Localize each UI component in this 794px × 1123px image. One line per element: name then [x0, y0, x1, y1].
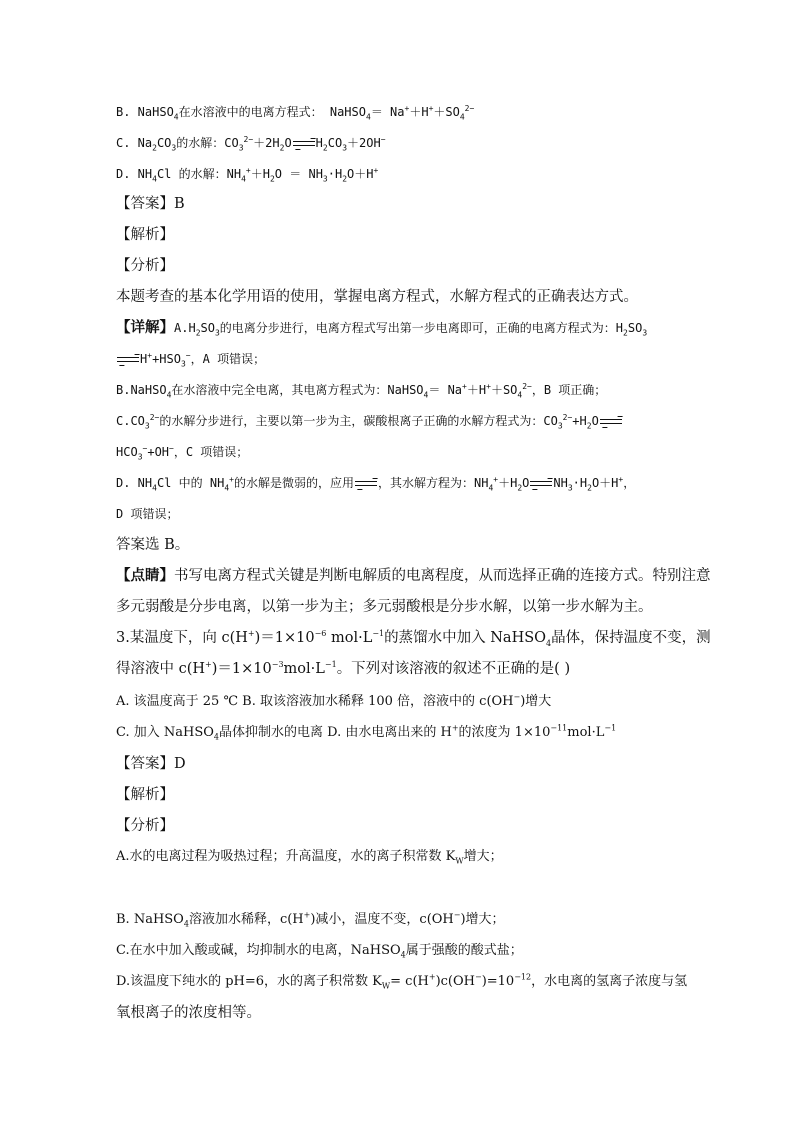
detail-line-2: $H^++HSO_3^-$，A 项错误； [116, 351, 686, 367]
reversible-arrow-icon [354, 479, 378, 489]
detail-line-4: $C.CO_3^{2-}$的水解分步进行，主要以第一步为主，碳酸根离子正确的水解方程式为：$CO_3^{2-}+H_2O$ [116, 413, 686, 429]
analysis-label-2: 【解析】 [116, 787, 174, 803]
analysis-c-line: C.在水中加入酸或碱，均抑制水的电离，NaHSO$_4$属于强酸的酸式盐； [116, 943, 523, 960]
analysis-a-line: A.水的电离过程为吸热过程；升高温度，水的离子积常数 $K_W$增大； [116, 849, 503, 866]
option-b-line: B. NaHSO$_4$在水溶液中的电离方程式： NaHSO$_4$＝ $Na^++H^++SO_4^{2-}$ [116, 104, 475, 122]
question-3-options-cd: C. 加入 NaHSO$_4$晶体抑制水的电离 D. 由水电离出来的 H+的浓度为 $1\times 10^{-11}mol\cdot L^{-1}$ [116, 723, 617, 742]
tip-line-2: 多元弱酸是分步电离，以第一步为主；多元弱酸根是分步水解，以第一步水解为主。 [116, 599, 653, 615]
reversible-arrow-icon [116, 355, 140, 365]
detail-line-6: D. $NH_4Cl$ 中的 $NH_4^+$的水解是微弱的，应用 ，其水解方程为：$NH_4^++H_2O$ $NH_3\cdot H_2O+H^+$， [116, 475, 636, 493]
reversible-arrow-icon [599, 417, 623, 427]
detail-line-3: B.NaHSO$_4$在水溶液中完全电离，其电离方程式为：NaHSO$_4$＝ $Na^++H^++SO_4^{2-}$，B 项正确； [116, 382, 607, 400]
reversible-arrow-icon [292, 139, 316, 149]
detail-line-7: D 项错误； [116, 507, 179, 521]
analysis-d-line-1: D.该温度下纯水的 pH=6，水的离子积常数 $K_W= c(H^+)c(OH^-)=10^{-12}$，水电离的氢离子浓度与氢 [116, 972, 688, 991]
option-c-line: C. $Na_2CO_3$的水解：$CO_3^{2-}+2H_2O$ $H_2CO_3+2OH^-$ [116, 135, 386, 153]
question-3-line-1: 3.某温度下，向 $c(H^+)=1\times 10^{-6}$ $mol\cdot L^{-1}$的蒸馏水中加入 NaHSO$_4$晶体，保持温度不变，测 [116, 629, 711, 648]
question-3-options-ab: A. 该温度高于 25 ℃ B. 取该溶液加水稀释 100 倍，溶液中的 c(OH−)增大 [116, 692, 552, 709]
answer-label-2: 【答案】D [116, 756, 186, 772]
option-d-line: D. $NH_4Cl$ 的水解：$NH_4^++H_2O = NH_3\cdot H_2O+H^+$ [116, 166, 379, 184]
answer-choice-text: 答案选 B。 [116, 537, 190, 553]
answer-label: 【答案】B [116, 196, 185, 212]
analysis-b-line: B. NaHSO$_4$溶液加水稀释，c(H+)减小，温度不变，c(OH−)增大； [116, 910, 505, 929]
analysis-sub-label-2: 【分析】 [116, 818, 174, 834]
analysis-text: 本题考查的基本化学用语的使用，掌握电离方程式，水解方程式的正确表达方式。 [116, 289, 638, 305]
tip-line-1: 【点睛】书写电离方程式关键是判断电解质的电离程度，从而选择正确的连接方式。特别注意 [116, 567, 711, 584]
detail-line-1: 【详解】$A.H_2SO_3$的电离分步进行，电离方程式写出第一步电离即可，正确的电离方程式为：$H_2SO_3$ [116, 320, 648, 338]
analysis-sub-label: 【分析】 [116, 258, 174, 274]
reversible-arrow-icon [529, 479, 553, 489]
detail-line-5: $HCO_3^-+OH^-$，C 项错误； [116, 444, 249, 462]
question-3-line-2: 得溶液中 $c(H^+)=1\times 10^{-3}mol\cdot L^{-1}$。下列对该溶液的叙述不正确的是( ) [116, 660, 571, 677]
analysis-d-line-2: 氧根离子的浓度相等。 [116, 1005, 261, 1021]
analysis-label: 【解析】 [116, 227, 174, 243]
